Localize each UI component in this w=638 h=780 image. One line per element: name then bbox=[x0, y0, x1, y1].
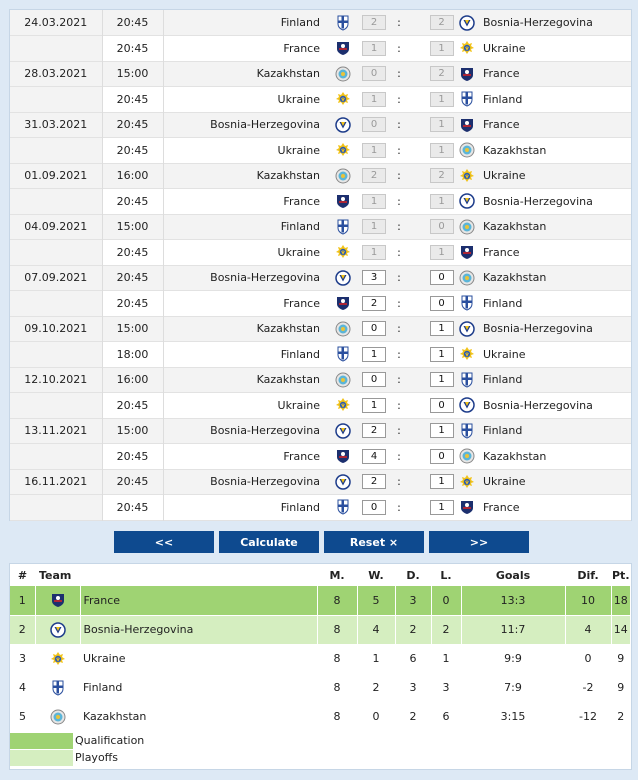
finland-crest-icon bbox=[459, 295, 475, 311]
home-score-input[interactable]: 4 bbox=[362, 449, 386, 464]
match-date bbox=[10, 36, 102, 62]
match-time: 20:45 bbox=[102, 87, 163, 113]
match-time: 20:45 bbox=[102, 36, 163, 62]
match-date bbox=[10, 87, 102, 113]
stat-w: 2 bbox=[357, 673, 395, 702]
home-score-input: 2 bbox=[362, 168, 386, 183]
home-team: France bbox=[283, 449, 320, 463]
away-team: Ukraine bbox=[479, 469, 631, 495]
match-time: 16:00 bbox=[102, 163, 163, 189]
next-button[interactable]: >> bbox=[429, 531, 529, 553]
home-team: Ukraine bbox=[277, 143, 320, 157]
finland-crest-icon bbox=[459, 423, 475, 439]
home-score-input: 1 bbox=[362, 41, 386, 56]
score-separator: : bbox=[397, 296, 401, 310]
legend-item-qualification bbox=[10, 732, 144, 749]
match-time: 20:45 bbox=[102, 240, 163, 266]
stat-l: 0 bbox=[431, 586, 461, 615]
match-row bbox=[10, 112, 631, 138]
finland-crest-icon bbox=[50, 680, 66, 696]
home-score-input[interactable]: 0 bbox=[362, 321, 386, 336]
kazakhstan-crest-icon bbox=[459, 219, 475, 235]
stat-goals: 11:7 bbox=[461, 615, 565, 644]
home-team: Finland bbox=[280, 347, 320, 361]
away-team: France bbox=[479, 112, 631, 138]
away-score-input[interactable]: 1 bbox=[430, 423, 454, 438]
ukraine-crest-icon bbox=[459, 168, 475, 184]
legend-swatch bbox=[10, 750, 73, 766]
team-name: Ukraine bbox=[80, 644, 317, 673]
home-score-input[interactable]: 2 bbox=[362, 474, 386, 489]
home-team: Kazakhstan bbox=[163, 367, 324, 393]
match-row bbox=[10, 10, 631, 36]
home-team: Bosnia-Herzegovina bbox=[163, 112, 324, 138]
match-time: 18:00 bbox=[102, 342, 163, 368]
header-wins: W. bbox=[368, 568, 384, 582]
stat-w: 4 bbox=[357, 615, 395, 644]
match-time: 20:45 bbox=[102, 469, 163, 495]
away-score-input: 1 bbox=[430, 143, 454, 158]
team-name: France bbox=[80, 586, 317, 615]
away-team: France bbox=[479, 61, 631, 87]
score-separator: : bbox=[386, 10, 412, 36]
stat-goals: 3:15 bbox=[461, 702, 565, 731]
header-losses: L. bbox=[440, 568, 452, 582]
score-separator: : bbox=[386, 469, 412, 495]
home-score-input[interactable]: 1 bbox=[362, 347, 386, 362]
bosnia-crest-icon bbox=[335, 270, 351, 286]
stat-m: 8 bbox=[317, 586, 357, 615]
legend-label: Qualification bbox=[75, 734, 145, 747]
finland-crest-icon bbox=[335, 499, 351, 515]
stat-l: 6 bbox=[431, 702, 461, 731]
kazakhstan-crest-icon bbox=[459, 270, 475, 286]
stat-w: 5 bbox=[357, 586, 395, 615]
match-date bbox=[10, 444, 102, 470]
stat-m: 8 bbox=[317, 702, 357, 731]
stat-dif: 10 bbox=[565, 586, 611, 615]
score-separator: : bbox=[386, 265, 412, 291]
france-crest-icon bbox=[459, 117, 475, 133]
stat-w: 0 bbox=[357, 702, 395, 731]
previous-button[interactable]: << bbox=[114, 531, 214, 553]
match-row bbox=[10, 469, 631, 495]
home-score-input: 1 bbox=[362, 143, 386, 158]
home-score-input[interactable]: 0 bbox=[362, 372, 386, 387]
score-separator: : bbox=[386, 418, 412, 444]
fixtures-panel bbox=[9, 9, 632, 521]
away-team: Bosnia-Herzegovina bbox=[479, 316, 631, 342]
away-score-input[interactable]: 0 bbox=[430, 270, 454, 285]
legend-item-playoffs bbox=[10, 749, 144, 766]
match-row bbox=[10, 291, 631, 317]
stat-d: 3 bbox=[395, 586, 431, 615]
match-row bbox=[10, 36, 631, 62]
match-time: 20:45 bbox=[102, 291, 163, 317]
home-team: Ukraine bbox=[277, 398, 320, 412]
legend-label: Playoffs bbox=[75, 751, 118, 764]
kazakhstan-crest-icon bbox=[335, 321, 351, 337]
away-team: Bosnia-Herzegovina bbox=[483, 398, 593, 412]
away-score-input: 2 bbox=[430, 15, 454, 30]
away-score-input: 2 bbox=[430, 168, 454, 183]
home-score-input: 1 bbox=[362, 245, 386, 260]
match-date: 28.03.2021 bbox=[10, 61, 102, 87]
france-crest-icon bbox=[459, 66, 475, 82]
fixtures-table bbox=[10, 10, 631, 521]
header-goals: Goals bbox=[495, 568, 531, 582]
away-team: Kazakhstan bbox=[479, 265, 631, 291]
stat-pt: 2 bbox=[611, 702, 630, 731]
score-separator: : bbox=[386, 214, 412, 240]
away-team: Finland bbox=[479, 367, 631, 393]
match-row bbox=[10, 240, 631, 266]
match-date bbox=[10, 393, 102, 419]
score-separator: : bbox=[397, 398, 401, 412]
home-team: France bbox=[283, 194, 320, 208]
match-date: 09.10.2021 bbox=[10, 316, 102, 342]
away-score-input[interactable]: 0 bbox=[430, 398, 454, 413]
away-team: Kazakhstan bbox=[479, 214, 631, 240]
team-name: Finland bbox=[80, 673, 317, 702]
home-score-input: 1 bbox=[362, 194, 386, 209]
match-date: 04.09.2021 bbox=[10, 214, 102, 240]
match-date: 16.11.2021 bbox=[10, 469, 102, 495]
bosnia-crest-icon bbox=[335, 423, 351, 439]
score-separator: : bbox=[397, 194, 401, 208]
rank: 3 bbox=[10, 644, 35, 673]
match-time: 20:45 bbox=[102, 10, 163, 36]
away-score-input[interactable]: 0 bbox=[430, 296, 454, 311]
home-team: France bbox=[283, 41, 320, 55]
finland-crest-icon bbox=[335, 346, 351, 362]
away-score-input: 1 bbox=[430, 245, 454, 260]
ukraine-crest-icon bbox=[335, 397, 351, 413]
score-separator: : bbox=[397, 92, 401, 106]
standings-panel bbox=[9, 563, 632, 770]
team-name: Bosnia-Herzegovina bbox=[80, 615, 317, 644]
away-team: Bosnia-Herzegovina bbox=[483, 194, 593, 208]
stat-l: 1 bbox=[431, 644, 461, 673]
stat-pt: 9 bbox=[611, 673, 630, 702]
home-score-input: 2 bbox=[362, 15, 386, 30]
match-row bbox=[10, 418, 631, 444]
match-time: 20:45 bbox=[102, 393, 163, 419]
home-team: Ukraine bbox=[277, 245, 320, 259]
kazakhstan-crest-icon bbox=[459, 142, 475, 158]
kazakhstan-crest-icon bbox=[335, 66, 351, 82]
home-score-input[interactable]: 0 bbox=[362, 500, 386, 515]
header-rank: # bbox=[17, 568, 28, 582]
away-score-input[interactable]: 1 bbox=[430, 500, 454, 515]
ukraine-crest-icon bbox=[335, 142, 351, 158]
stat-pt: 18 bbox=[611, 586, 630, 615]
france-crest-icon bbox=[335, 40, 351, 56]
home-team: Kazakhstan bbox=[163, 163, 324, 189]
match-date: 31.03.2021 bbox=[10, 112, 102, 138]
match-row bbox=[10, 163, 631, 189]
finland-crest-icon bbox=[459, 91, 475, 107]
standings-row bbox=[10, 644, 631, 673]
away-score-input: 1 bbox=[430, 117, 454, 132]
away-team: Ukraine bbox=[479, 163, 631, 189]
match-time: 20:45 bbox=[102, 495, 163, 521]
legend bbox=[10, 732, 144, 766]
rank: 5 bbox=[10, 702, 35, 731]
match-date: 01.09.2021 bbox=[10, 163, 102, 189]
match-date: 13.11.2021 bbox=[10, 418, 102, 444]
away-score-input: 1 bbox=[430, 194, 454, 209]
stat-dif: 4 bbox=[565, 615, 611, 644]
home-team: France bbox=[283, 296, 320, 310]
stat-w: 1 bbox=[357, 644, 395, 673]
away-team: Finland bbox=[483, 92, 523, 106]
score-separator: : bbox=[397, 245, 401, 259]
ukraine-crest-icon bbox=[50, 651, 66, 667]
score-separator: : bbox=[386, 316, 412, 342]
match-time: 16:00 bbox=[102, 367, 163, 393]
away-team: Bosnia-Herzegovina bbox=[479, 10, 631, 36]
france-crest-icon bbox=[335, 295, 351, 311]
stat-m: 8 bbox=[317, 673, 357, 702]
match-date bbox=[10, 240, 102, 266]
stat-d: 6 bbox=[395, 644, 431, 673]
match-time: 15:00 bbox=[102, 214, 163, 240]
stat-d: 2 bbox=[395, 702, 431, 731]
match-row bbox=[10, 342, 631, 368]
home-score-input[interactable]: 1 bbox=[362, 398, 386, 413]
home-team: Bosnia-Herzegovina bbox=[163, 265, 324, 291]
finland-crest-icon bbox=[335, 15, 351, 31]
france-crest-icon bbox=[459, 244, 475, 260]
calculate-button[interactable]: Calculate bbox=[219, 531, 319, 553]
finland-crest-icon bbox=[459, 372, 475, 388]
kazakhstan-crest-icon bbox=[335, 168, 351, 184]
stat-d: 2 bbox=[395, 615, 431, 644]
match-row bbox=[10, 138, 631, 164]
match-time: 15:00 bbox=[102, 61, 163, 87]
match-row bbox=[10, 87, 631, 113]
stat-l: 2 bbox=[431, 615, 461, 644]
score-separator: : bbox=[386, 163, 412, 189]
match-row bbox=[10, 189, 631, 215]
home-team: Ukraine bbox=[277, 92, 320, 106]
score-separator: : bbox=[397, 500, 401, 514]
stat-pt: 9 bbox=[611, 644, 630, 673]
match-date: 12.10.2021 bbox=[10, 367, 102, 393]
standings-row bbox=[10, 586, 631, 615]
home-score-input[interactable]: 2 bbox=[362, 296, 386, 311]
away-score-input: 0 bbox=[430, 219, 454, 234]
header-team: Team bbox=[39, 568, 72, 582]
away-team: Kazakhstan bbox=[483, 449, 547, 463]
home-team: Finland bbox=[163, 214, 324, 240]
stat-dif: -2 bbox=[565, 673, 611, 702]
france-crest-icon bbox=[335, 448, 351, 464]
home-team: Kazakhstan bbox=[163, 61, 324, 87]
bosnia-crest-icon bbox=[459, 321, 475, 337]
away-score-input[interactable]: 1 bbox=[430, 347, 454, 362]
match-time: 15:00 bbox=[102, 316, 163, 342]
ukraine-crest-icon bbox=[335, 244, 351, 260]
match-date bbox=[10, 495, 102, 521]
ukraine-crest-icon bbox=[459, 40, 475, 56]
stat-goals: 9:9 bbox=[461, 644, 565, 673]
reset-button[interactable]: Reset × bbox=[324, 531, 424, 553]
stat-m: 8 bbox=[317, 615, 357, 644]
standings-header bbox=[10, 564, 631, 586]
home-score-input: 1 bbox=[362, 219, 386, 234]
legend-swatch bbox=[10, 733, 73, 749]
away-team: Ukraine bbox=[483, 347, 526, 361]
score-separator: : bbox=[397, 41, 401, 55]
stat-dif: 0 bbox=[565, 644, 611, 673]
home-score-input: 1 bbox=[362, 92, 386, 107]
rank: 1 bbox=[10, 586, 35, 615]
match-row bbox=[10, 393, 631, 419]
ukraine-crest-icon bbox=[335, 91, 351, 107]
match-row bbox=[10, 265, 631, 291]
header-difference: Dif. bbox=[577, 568, 599, 582]
match-row bbox=[10, 214, 631, 240]
kazakhstan-crest-icon bbox=[50, 709, 66, 725]
away-team: Kazakhstan bbox=[483, 143, 547, 157]
match-date bbox=[10, 189, 102, 215]
away-team: Finland bbox=[483, 296, 523, 310]
score-separator: : bbox=[386, 61, 412, 87]
home-score-input: 0 bbox=[362, 117, 386, 132]
score-separator: : bbox=[386, 112, 412, 138]
score-separator: : bbox=[397, 143, 401, 157]
bosnia-crest-icon bbox=[459, 397, 475, 413]
away-score-input: 2 bbox=[430, 66, 454, 81]
match-row bbox=[10, 444, 631, 470]
bosnia-crest-icon bbox=[335, 117, 351, 133]
home-team: Bosnia-Herzegovina bbox=[163, 418, 324, 444]
home-score-input[interactable]: 3 bbox=[362, 270, 386, 285]
kazakhstan-crest-icon bbox=[459, 448, 475, 464]
standings-row bbox=[10, 615, 631, 644]
home-score-input[interactable]: 2 bbox=[362, 423, 386, 438]
stat-l: 3 bbox=[431, 673, 461, 702]
match-time: 15:00 bbox=[102, 418, 163, 444]
score-separator: : bbox=[397, 449, 401, 463]
away-score-input[interactable]: 0 bbox=[430, 449, 454, 464]
bosnia-crest-icon bbox=[459, 15, 475, 31]
match-time: 20:45 bbox=[102, 189, 163, 215]
header-points: Pt. bbox=[612, 568, 630, 582]
match-row bbox=[10, 61, 631, 87]
navigation-bar bbox=[114, 531, 529, 553]
match-row bbox=[10, 495, 631, 521]
header-draws: D. bbox=[406, 568, 420, 582]
standings-row bbox=[10, 702, 631, 731]
bosnia-crest-icon bbox=[50, 622, 66, 638]
away-team: Ukraine bbox=[483, 41, 526, 55]
match-time: 20:45 bbox=[102, 138, 163, 164]
france-crest-icon bbox=[459, 499, 475, 515]
match-time: 20:45 bbox=[102, 444, 163, 470]
away-score-input[interactable]: 1 bbox=[430, 474, 454, 489]
stat-pt: 14 bbox=[611, 615, 630, 644]
finland-crest-icon bbox=[335, 219, 351, 235]
away-score-input: 1 bbox=[430, 92, 454, 107]
rank: 4 bbox=[10, 673, 35, 702]
home-team: Finland bbox=[280, 500, 320, 514]
home-score-input: 0 bbox=[362, 66, 386, 81]
score-separator: : bbox=[397, 347, 401, 361]
away-team: France bbox=[483, 245, 520, 259]
home-team: Finland bbox=[163, 10, 324, 36]
away-team: Finland bbox=[479, 418, 631, 444]
home-team: Kazakhstan bbox=[163, 316, 324, 342]
team-name: Kazakhstan bbox=[80, 702, 317, 731]
bosnia-crest-icon bbox=[335, 474, 351, 490]
rank: 2 bbox=[10, 615, 35, 644]
ukraine-crest-icon bbox=[459, 346, 475, 362]
stat-d: 3 bbox=[395, 673, 431, 702]
match-time: 20:45 bbox=[102, 112, 163, 138]
away-score-input[interactable]: 1 bbox=[430, 321, 454, 336]
match-row bbox=[10, 367, 631, 393]
bosnia-crest-icon bbox=[459, 193, 475, 209]
score-separator: : bbox=[386, 367, 412, 393]
header-matches: M. bbox=[329, 568, 345, 582]
ukraine-crest-icon bbox=[459, 474, 475, 490]
stat-m: 8 bbox=[317, 644, 357, 673]
stat-goals: 7:9 bbox=[461, 673, 565, 702]
standings-table bbox=[10, 564, 631, 732]
match-date bbox=[10, 342, 102, 368]
match-time: 20:45 bbox=[102, 265, 163, 291]
match-date: 24.03.2021 bbox=[10, 10, 102, 36]
stat-dif: -12 bbox=[565, 702, 611, 731]
match-date: 07.09.2021 bbox=[10, 265, 102, 291]
away-team: France bbox=[483, 500, 520, 514]
match-date bbox=[10, 291, 102, 317]
away-score-input[interactable]: 1 bbox=[430, 372, 454, 387]
home-team: Bosnia-Herzegovina bbox=[163, 469, 324, 495]
france-crest-icon bbox=[50, 592, 66, 608]
france-crest-icon bbox=[335, 193, 351, 209]
away-score-input: 1 bbox=[430, 41, 454, 56]
kazakhstan-crest-icon bbox=[335, 372, 351, 388]
stat-goals: 13:3 bbox=[461, 586, 565, 615]
match-row bbox=[10, 316, 631, 342]
standings-row bbox=[10, 673, 631, 702]
match-date bbox=[10, 138, 102, 164]
